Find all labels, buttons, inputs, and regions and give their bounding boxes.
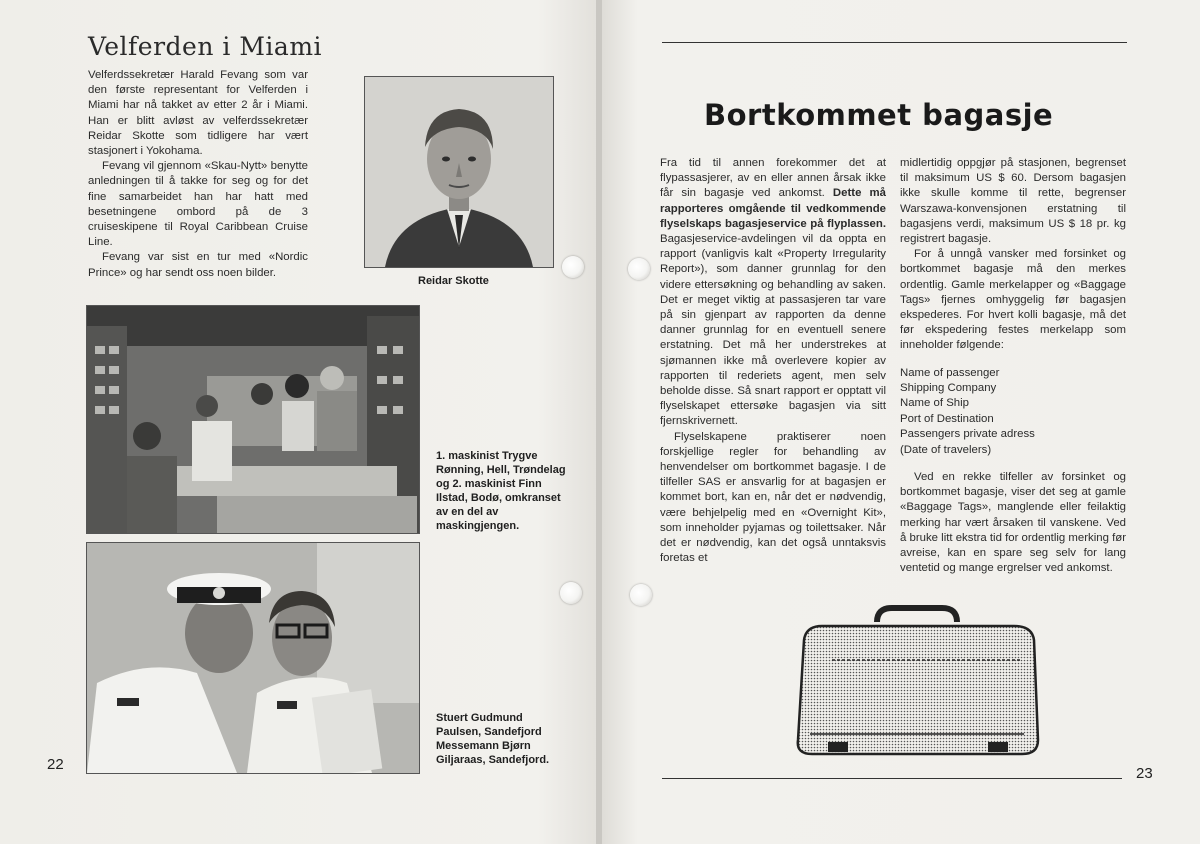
portrait-photo (364, 76, 554, 268)
suitcase-icon (792, 602, 1042, 762)
right-page (602, 0, 1200, 844)
binder-hole (630, 584, 652, 606)
portrait-caption: Reidar Skotte (418, 275, 489, 287)
suitcase-illustration (792, 602, 1042, 762)
column-1-paragraph-1 (660, 156, 886, 430)
crew-illustration (87, 543, 419, 773)
p1-bold-warning: Dette må rapporteres omgående til vedkommende flyselskaps bagasjeservice på flyplassen. (660, 187, 886, 230)
left-page (0, 0, 598, 844)
p1-start: Fra tid til annen forekommer det at flypassasjerer, av en eller annen årsak ikke får sin bagasje ved ankomst. (660, 157, 886, 200)
binder-hole (562, 256, 584, 278)
portrait-illustration (365, 77, 553, 267)
tag-field-item: Port of Destination (900, 412, 994, 425)
engine-room-caption: 1. maskinist Trygve Rønning, Hell, Trøndelag og 2. maskinist Finn Ilstad, Bodø, omkranset av en del av maskingjengen. (436, 450, 566, 532)
tag-field-item: Shipping Company (900, 382, 997, 395)
crew-photo (86, 542, 420, 774)
bottom-rule (662, 778, 1122, 779)
crew-caption: Stuert Gudmund Paulsen, Sandefjord Messemann Bjørn Giljaraas, Sandefjord. (436, 712, 550, 766)
engine-room-photo (86, 305, 420, 534)
page-number-left: 22 (47, 756, 64, 773)
article-column-1 (660, 156, 886, 566)
intro-paragraph-2: Fevang vil gjennom «Skau-Nytt» benytte anledningen til å takke for seg og for det fine samarbeidet han har hatt med besetningene ombord på de 3 cruiseskipene til Royal Caribbean Cruise Line. (88, 160, 308, 249)
tag-field-item: (Date of travelers) (900, 443, 992, 456)
column-2-paragraph-1: midlertidig oppgjør på stasjonen, begrenset til maksimum US $ 60. Dersom bagasjen ikke skulle komme til rette, begrenser Warszawa-konvensjonen erstatning til bagasjens verdi, maksimum US $ 18 pr. kg registrert bagasje. (900, 157, 1126, 246)
tag-field-item: Name of Ship (900, 397, 970, 410)
engine-room-illustration (87, 306, 419, 533)
tag-field-item: Passengers private adress (900, 428, 1035, 441)
p1-end: Bagasjeservice-avdelingen vil da oppta en rapport (vanligvis kalt «Property Irregularity Report»), som danner grunnlag for den videre ettersøkning og behandling av saken. Det er meget viktig at passasjeren tar vare på sin gjenpart av rapporten da denne danner grunnlag for en eventuell senere erstatning. Det må her understrekes at sjømannen ikke må overlevere kopier av rapporten til rederiets agent, men selv beholde disse. Så snart rapport er opptatt vil flyselskapet ettersøke bagasjen via sitt fjernskrivernett. (660, 233, 886, 428)
tag-field-list (900, 366, 1126, 458)
article-title-bagasje: Bortkommet bagasje (704, 98, 1054, 132)
tag-field-item: Name of passenger (900, 366, 1000, 379)
page-number-right: 23 (1136, 765, 1153, 782)
column-2-paragraph-2: For å unngå vansker med forsinket og bortkommet bagasje må den merkes ordentlig. Gamle merkelapper og «Baggage Tags» fjernes omhyggelig før bagasjen ekspederes. For hvert kolli bagasje, må det før ekspedering festes merkelapp som inneholder følgende: (900, 248, 1126, 352)
column-1-paragraph-2: Flyselskapene praktiserer noen forskjellige regler for behandling av henvendelser om bortkommet bagasje. I de tilfeller SAS er ansvarlig for at bagasjen er kommet bort, kan en, når det er nødvendig, være behjelpelig med en «Overnight Kit», som inneholder pyjamas og toilettsaker. Når det er nødvendig, kan det også unntaksvis foretas et (660, 430, 886, 565)
intro-paragraph-3: Fevang var sist en tur med «Nordic Prince» og har sendt oss noen bilder. (88, 251, 308, 279)
column-2-paragraph-3: Ved en rekke tilfeller av forsinket og bortkommet bagasje, viser det seg at gamle «Baggage Tags», manglende eller feilaktig merking har vært årsaken til vanskene. Ved å bruke litt ekstra tid for ordentlig merking før avreise, kan en spare seg selv for lang ventetid og mange ergrelser ved ankomst. (900, 471, 1126, 575)
article-column-2 (900, 156, 1126, 577)
intro-text (88, 68, 308, 281)
binder-hole (628, 258, 650, 280)
top-rule (662, 42, 1127, 43)
intro-paragraph-1: Velferdssekretær Harald Fevang som var den første representant for Velferden i Miami har nå takket av etter 2 år i Miami. Han er blitt avløst av velferdssekretær Reidar Skotte som tidligere har vært stasjonert i Yokohama. (88, 69, 308, 158)
article-title-velferden: Velferden i Miami (88, 32, 323, 61)
binder-hole (560, 582, 582, 604)
